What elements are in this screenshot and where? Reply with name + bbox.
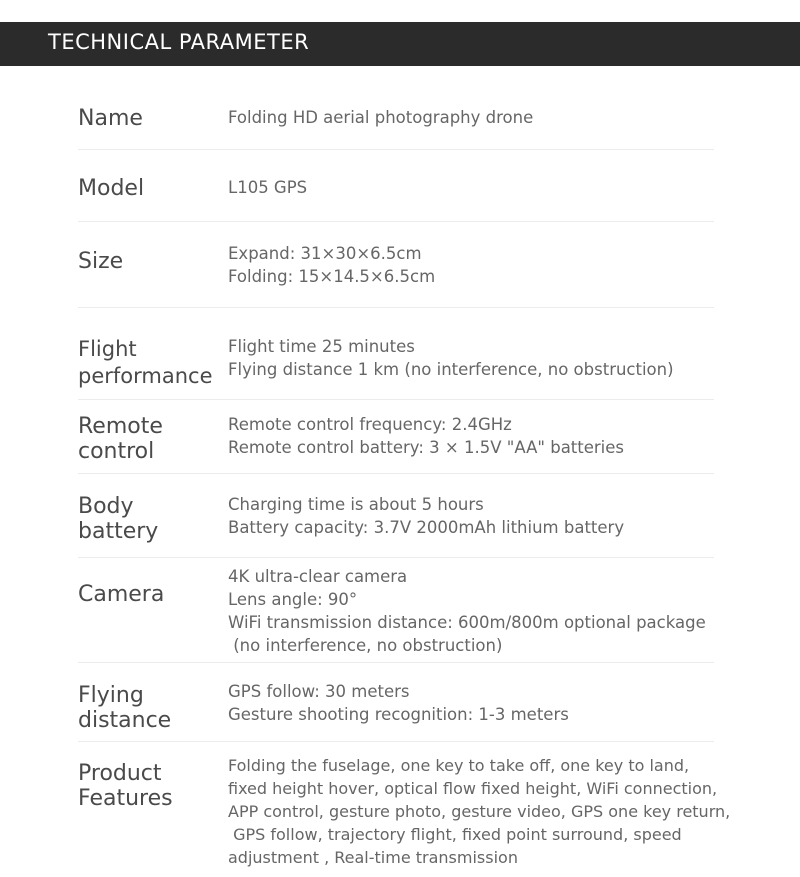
value-line: adjustment , Real-time transmission (228, 848, 518, 867)
value-line: Flying distance 1 km (no interference, no obstruction) (228, 360, 674, 379)
param-row-flying-distance (78, 663, 714, 742)
value-line: Expand: 31×30×6.5cm (228, 244, 422, 263)
param-label: Model (78, 176, 145, 201)
value-line: APP control, gesture photo, gesture video, GPS one key return, (228, 802, 731, 821)
param-label: Flying distance (78, 683, 172, 733)
param-row-size (78, 222, 714, 308)
param-label: Camera (78, 582, 165, 607)
param-label: Remote control (78, 414, 163, 464)
param-value (228, 106, 788, 129)
value-line: Folding HD aerial photography drone (228, 108, 534, 127)
param-value (228, 565, 788, 657)
value-line: Charging time is about 5 hours (228, 495, 484, 514)
param-row-camera (78, 558, 714, 663)
value-line: WiFi transmission distance: 600m/800m optional package (228, 613, 706, 632)
value-line: GPS follow, trajectory flight, fixed point surround, speed (228, 825, 682, 844)
param-value (228, 413, 788, 459)
value-line: Folding: 15×14.5×6.5cm (228, 267, 436, 286)
param-row-flight-performance (78, 308, 714, 400)
param-value (228, 680, 788, 726)
value-line: Lens angle: 90° (228, 590, 358, 609)
value-line: Gesture shooting recognition: 1-3 meters (228, 705, 569, 724)
value-line: fixed height hover, optical flow fixed height, WiFi connection, (228, 779, 718, 798)
value-line: L105 GPS (228, 178, 308, 197)
param-label: Name (78, 106, 143, 131)
value-line: Battery capacity: 3.7V 2000mAh lithium battery (228, 518, 625, 537)
param-label: Size (78, 249, 124, 274)
param-label: Product Features (78, 761, 173, 811)
param-value (228, 754, 788, 869)
param-label: Flight performance (78, 337, 213, 388)
param-value (228, 493, 788, 539)
param-row-product-features (78, 742, 731, 872)
value-line: (no interference, no obstruction) (228, 636, 503, 655)
param-row-model (78, 150, 714, 222)
value-line: Remote control battery: 3 × 1.5V "AA" batteries (228, 438, 625, 457)
value-line: 4K ultra-clear camera (228, 567, 408, 586)
param-value (228, 335, 788, 381)
value-line: Flight time 25 minutes (228, 337, 415, 356)
param-value (228, 176, 788, 199)
param-row-remote-control (78, 400, 714, 474)
param-label: Body battery (78, 494, 159, 544)
value-line: Remote control frequency: 2.4GHz (228, 415, 512, 434)
param-row-body-battery (78, 474, 714, 558)
param-row-name (78, 92, 714, 150)
section-title: TECHNICAL PARAMETER (48, 30, 310, 54)
value-line: Folding the fuselage, one key to take off, one key to land, (228, 756, 690, 775)
value-line: GPS follow: 30 meters (228, 682, 410, 701)
section-header (0, 22, 800, 66)
param-value (228, 242, 788, 288)
